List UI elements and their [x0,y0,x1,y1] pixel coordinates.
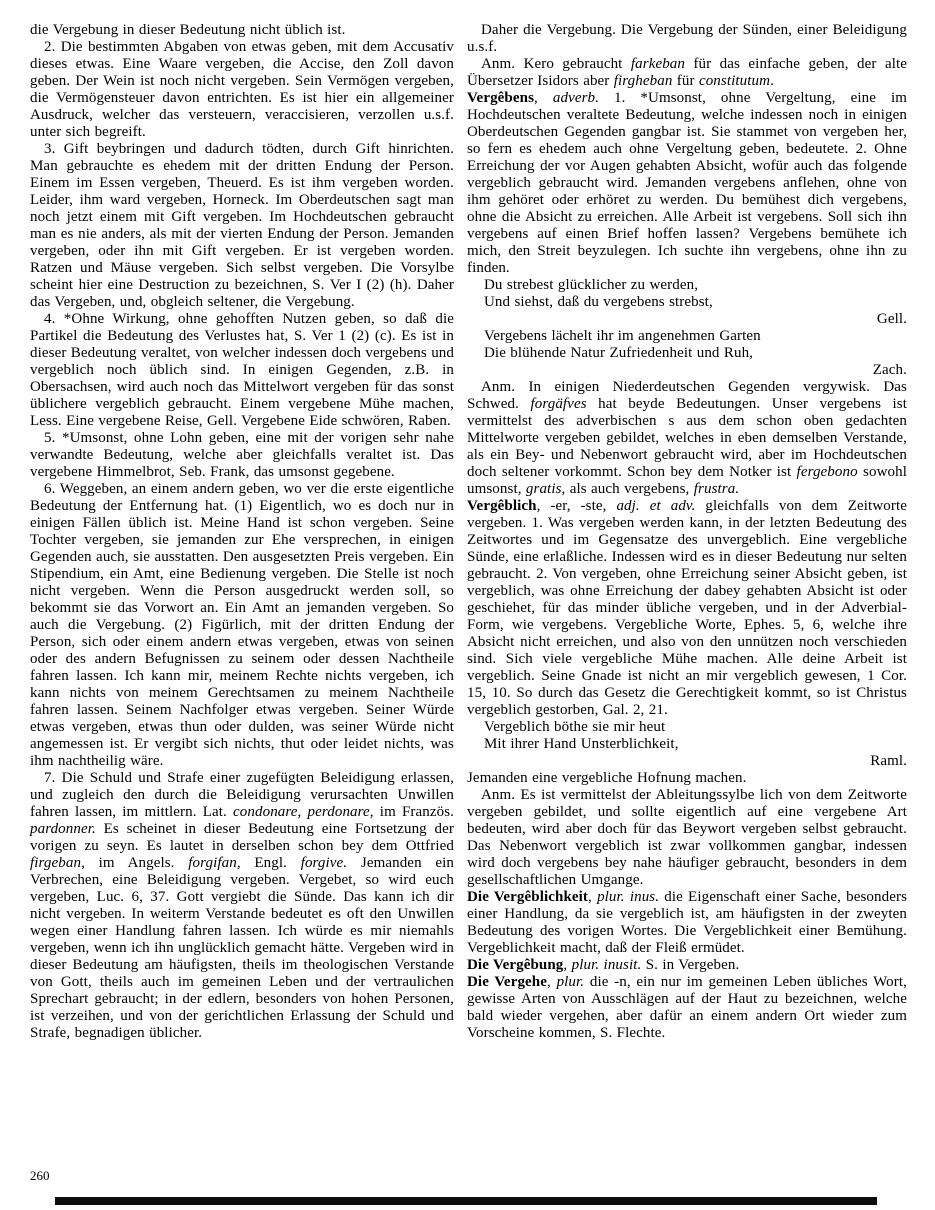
paragraph: Daher die Vergebung. Die Vergebung der Sünden, einer Beleidigung u.s.f. [467,22,907,55]
paragraph: 2. Die bestimmten Abgaben von etwas geben, mit dem Accusativ dieses etwas. Eine Waare vergeben, die Accise, den Zoll davon geben. Der Wein ist noch nicht vergeben. Sein Vermögen vergeben, die Vermögensteuer davon entrichten. Es ist hier ein allgemeiner Ausdruck, welcher das versteuern, veraccisieren, verzollen u.s.f. unter sich begreift. [30,39,454,140]
right-column [467,22,907,1042]
paragraph: 6. Weggeben, an einem andern geben, wo ver die erste eigentliche Bedeutung der Entfernung hat. (1) Eigentlich, wo es doch nur in einigen Fällen üblich ist. Meine Hand ist schon vergeben. Seine Tochter vergeben, sie jemanden zur Ehe versprechen, in einigen Gegenden auch, sie ausstatten. Den ausgesetzten Preis vergeben. Ein Stipendium, ein Amt, eine Bedienung vergeben. Die Stelle ist noch nicht vergeben. Wenn die Person ausgedruckt werden soll, so bekommt sie das Vorwort an. Ein Amt an jemanden vergeben. So auch die Vergebung. (2) Figürlich, mit der dritten Endung der Person, sich oder einem andern etwas vergeben, etwas von seinen oder des andern Befugnissen zu seinem oder dessen Nachtheile fahren lassen. Ich kann mir, meinem Rechte nichts vergeben, ich kann nichts von meinem Gerechtsamen zu meinem Nachtheile fahren lassen. Seinem Nachfolger etwas vergeben. Seiner Würde etwas vergeben, etwas thun oder dulden, was seiner Würde nicht angemessen ist. Er vergibt sich nichts, thut oder leidet nichts, was ihm nachtheilig wäre. [30,481,454,769]
headword: Die Vergehe [467,974,548,990]
paragraph: Die Vergêbung, plur. inusit. S. in Vergeben. [467,957,740,973]
paragraph: Anm. Kero gebraucht farkeban für das einfache geben, der alte Übersetzer Isidors aber firgheban für constitutum. [467,56,907,89]
paragraph: Vergêbens, adverb. 1. *Umsonst, ohne Vergeltung, eine im Hochdeutschen veraltete Bedeutung, welche indessen noch in einigen Oberdeutschen Gegenden gangbar ist. Sie stammet von vergeben her, so fern es ehedem auch ohne Vergeltung geben, bedeutete. 2. Ohne Erreichung der vor Augen gehabten Absicht, wofür auch das folgende vergeblich gebraucht wird. Jemanden vergebens anflehen, ohne von ihm gehöret oder erhöret zu werden. Du bemühest dich vergebens, ohne die Absicht zu erreichen. Alle Arbeit ist vergebens. Soll sich ihn vergebens auf einen Brief hoffen lassen? Vergebens bemühete ich mich, den Streit beyzulegen. Ich suchte ihn vergebens, ohne ihn zu finden. [467,90,907,276]
italic-term: pardonner. [30,821,96,837]
paragraph: 7. Die Schuld und Strafe einer zugefügten Beleidigung erlassen, und zugleich den durch die Beleidigung verursachten Unwillen fahren lassen, im mittlern. Lat. condonare, perdonare, im Französ. pardonner. Es scheinet in dieser Bedeutung eine Fortsetzung der vorigen zu seyn. Es lautet in derselben schon bey dem Ottfried firgeban, im Angels. forgifan, Engl. forgive. Jemanden ein Verbrechen, eine Beleidigung vergeben. Vergebet, so wird euch vergeben, Luc. 6, 37. Gott vergiebt die Sünde. Das kann ich dir nicht vergeben. In weiterm Verstande bedeutet es oft den Unwillen wegen einer Handlung fahren lassen. Ich würde es mir niemahls vergeben, wenn ich ihn unglücklich gemacht hätte. Vergeben wird in dieser Bedeutung am häufigsten, theils im theologischen Verstande von Gott, theils auch im gemeinen Leben und der vertraulichen Sprechart gebraucht; in der edlern, besonders von hohen Personen, ist verzeihen, und von der gerichtlichen Erlassung der Schuld und Strafe, begnadigen üblicher. [30,770,455,1041]
italic-term: frustra. [693,481,740,497]
italic-term: forgive. [300,855,348,871]
paragraph: Die Vergehe, plur. die -n, ein nur im gemeinen Leben übliches Wort, gewisse Arten von Ausschlägen auf der Haut zu bezeichnen, welche bald wieder vergehen, aber dafür an einem andern Ort wieder zum Vorscheine kommen, S. Flechte. [467,974,907,1041]
italic-term: gratis, [525,481,566,497]
italic-term: plur. inus. [597,889,660,905]
italic-term: plur. [556,974,585,990]
verse-attribution: Raml. [870,753,907,769]
italic-term: forgäfves [530,396,587,412]
left-column [30,22,454,1042]
italic-term: firgeban, [30,855,85,871]
italic-term: forgifan, [188,855,241,871]
verse-line: Du strebest glücklicher zu werden, [484,277,699,293]
paragraph: 5. *Umsonst, ohne Lohn geben, eine mit der vorigen sehr nahe verwandte Bedeutung, welche aber gleichfalls veraltet ist. Das vergebene Himmelbrot, Seb. Frank, das umsonst gegebene. [30,430,454,480]
italic-term: adverb. [552,90,599,106]
paragraph: die Vergebung in dieser Bedeutung nicht üblich ist. [30,22,346,38]
italic-term: firgheban [613,73,673,89]
headword: Vergêblich [467,498,537,514]
verse-attribution: Zach. [872,362,907,378]
verse-line: Mit ihrer Hand Unsterblichkeit, [484,736,679,752]
scan-edge-bar [55,1197,877,1205]
italic-term: farkeban [630,56,686,72]
headword: Die Vergêblichkeit [467,889,589,905]
verse-line: Und siehst, daß du vergebens strebst, [484,294,713,310]
headword: Die Vergêbung [467,957,564,973]
paragraph: Die Vergêblichkeit, plur. inus. die Eigenschaft einer Sache, besonders einer Handlung, da sie vergeblich ist, am häufigsten in der zweyten Bedeutung des vorigen Wortes. Die Vergeblichkeit einer Bemühung. Vergeblichkeit macht, daß der Fleiß ermüdet. [467,889,908,956]
verse-line: Vergeblich böthe sie mir heut [484,719,666,735]
headword: Vergêbens [467,90,535,106]
verse-attribution: Gell. [876,311,907,327]
paragraph: 3. Gift beybringen und dadurch tödten, durch Gift hinrichten. Man gebrauchte es ehedem mit der dritten Endung der Person. Einem im Essen vergeben, Theuerd. Es ist ihm vergeben worden. Leider, ihm ward vergeben, Horneck. Im Oberdeutschen sagt man noch jetzt einem mit Gift vergeben. Im Hochdeutschen gebraucht man es nie anders, als mit der vierten Endung der Person. Jemanden vergeben, oder ihn mit Gift vergeben. Er ist vergeben worden. Ratzen und Mäuse vergeben. Sich selbst vergeben. Die Vorsylbe scheint hier eine Destruction zu bezeichnen, S. Ver I (2) (h). Daher das Vergeben, und, obgleich seltener, die Vergebung. [30,141,454,310]
page-number: 260 [30,1168,50,1183]
paragraph: 4. *Ohne Wirkung, ohne gehofften Nutzen geben, so daß die Partikel die Bedeutung des Verlustes hat, S. Ver 1 (2) (c). Es ist in dieser Bedeutung veraltet, von welcher indessen doch vergebens und vergeblich noch üblich sind. In einigen Gegenden, z.B. in Obersachsen, wird auch noch das Mittelwort vergeben für das sonst üblichere vergeblich gebraucht. Einem vergebene Mühe machen, Less. Eine vergebene Reise, Gell. Vergebene Eide schwören, Raben. [30,311,454,429]
paragraph: Vergêblich, -er, -ste, adj. et adv. gleichfalls von dem Zeitworte vergeben. 1. Was vergeben werden kann, in der letzten Bedeutung des Zeitwortes und im Gegensatze des unvergeblich. Eine vergebliche Sünde, eine erlaßliche. Indessen wird es in dieser Bedeutung nur selten gebraucht. 2. Von vergeben, ohne Erreichung seiner Absicht geben, ist vergeblich, was ohne Erreichung der dabey gehabten Absicht ist oder geschiehet, für das minder übliche vergeben, und in der Adverbial-Form, wie vergebens. Vergebliche Worte, Ephes. 5, 6, welche ihre Absicht nicht erreichen, und also von den unnützen noch verschieden sind. Sich viele vergebliche Mühe machen. Alle deine Arbeit ist vergeblich. Seine Gnade ist nicht an mir vergeblich gewesen, 1 Cor. 15, 10. So durch das Gesetz die Gerechtigkeit kommt, so ist Christus vergeblich gestorben, Gal. 2, 21. [467,498,907,718]
italic-term: adj. et adv. [616,498,696,514]
paragraph: Anm. In einigen Niederdeutschen Gegenden vergywisk. Das Schwed. forgäfves hat beyde Bedeutungen. Unser vergebens ist vermittelst des adverbischen s aus dem schon oben gedachten Mittelworte vergeben gebildet, welches in eben demselben Verstande, als ein Bey- und Nebenwort gebraucht wird, aber im Hochdeutschen doch seltener vorkommt. Schon bey dem Notker ist fergebono sowohl umsonst, gratis, als auch vergebens, frustra. [467,379,907,497]
verse-line: Die blühende Natur Zufriedenheit und Ruh, [484,345,754,361]
italic-term: constitutum [698,73,771,89]
paragraph: Anm. Es ist vermittelst der Ableitungssylbe lich von dem Zeitworte vergeben gebildet, und sollte eigentlich auf eine vergebene Art bedeuten, wird aber doch für das Beywort vergeben selbst gebraucht. Das Nebenwort vergeblich ist zwar vollkommen gangbar, indessen wird doch vergebens bey nahe häufiger gebraucht, besonders in dem gesellschaftlichen Umgange. [467,787,907,888]
italic-term: condonare, perdonare, [233,804,374,820]
italic-term: plur. inusit. [571,957,642,973]
verse-line: Vergebens lächelt ihr im angenehmen Garten [484,328,761,344]
paragraph: Jemanden eine vergebliche Hofnung machen. [467,770,747,786]
italic-term: fergebono [796,464,858,480]
